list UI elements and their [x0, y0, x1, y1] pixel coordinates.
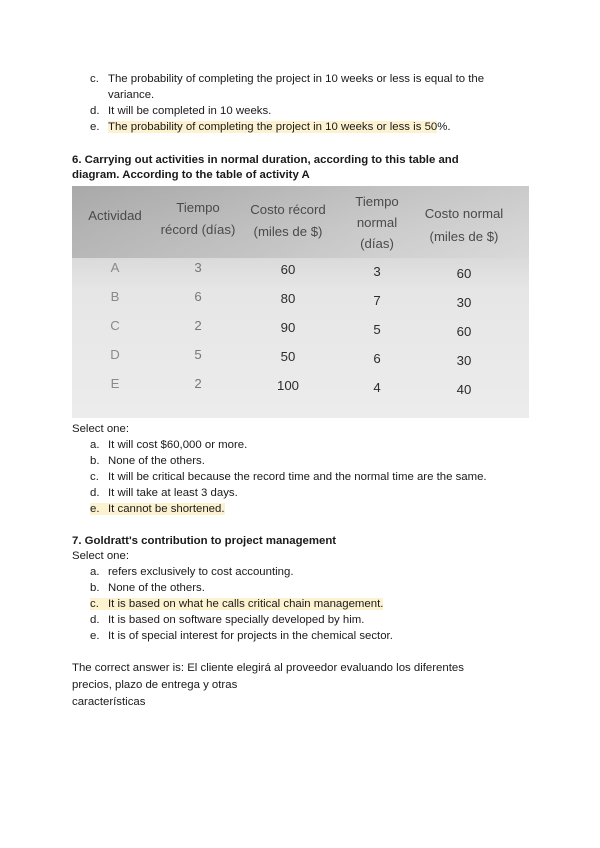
correct-answer-line2: precios, plazo de entrega y otras [72, 679, 238, 691]
q5-option-e-highlighted: The probability of completing the project in 10 weeks or less is 50 [108, 121, 438, 133]
q6-select-one: Select one: [72, 423, 129, 435]
q6-option-c: c. It will be critical because the record time and the normal time are the same. [90, 471, 487, 483]
table-cell-costo-record-c: 90 [280, 320, 296, 335]
table-cell-tiempo-record-e: 2 [194, 376, 202, 391]
q7-option-c-highlighted: c. It is based on what he calls critical chain management. [90, 598, 384, 610]
q6-option-e-highlighted: e. It cannot be shortened. [90, 503, 225, 515]
q7-select-one: Select one: [72, 550, 129, 562]
q6-option-a: a. It will cost $60,000 or more. [90, 439, 248, 451]
table-cell-tiempo-normal-e: 4 [373, 380, 381, 395]
header-costo-normal-2: (miles de $) [429, 229, 499, 244]
table-cell-tiempo-normal-b: 7 [373, 293, 381, 308]
header-actividad: Actividad [88, 208, 142, 223]
table-cell-costo-normal-a: 60 [456, 266, 472, 281]
table-cell-actividad-d: D [110, 347, 120, 362]
table-cell-costo-record-b: 80 [280, 291, 296, 306]
table-cell-costo-normal-d: 30 [456, 353, 472, 368]
q7-title: 7. Goldratt's contribution to project management [72, 535, 337, 547]
q5-option-d: d. It will be completed in 10 weeks. [90, 105, 272, 117]
header-costo-record-2: (miles de $) [253, 224, 323, 239]
q7-option-e: e. It is of special interest for projects in the chemical sector. [90, 630, 393, 642]
header-tiempo-record-1: Tiempo [176, 200, 220, 215]
table-cell-tiempo-normal-d: 6 [373, 351, 381, 366]
table-cell-tiempo-record-b: 6 [194, 289, 202, 304]
q6-option-b: b. None of the others. [90, 455, 205, 467]
table-cell-actividad-e: E [110, 376, 120, 391]
header-costo-normal-1: Costo normal [424, 206, 504, 221]
table-cell-costo-record-e: 100 [276, 378, 299, 393]
correct-answer-line1: The correct answer is: El cliente elegirá al proveedor evaluando los diferentes [72, 662, 464, 674]
table-cell-tiempo-normal-c: 5 [373, 322, 381, 337]
correct-answer-line3: características [72, 696, 146, 708]
q6-option-e [90, 501, 225, 517]
table-cell-costo-record-a: 60 [280, 262, 296, 277]
table-cell-costo-normal-b: 30 [456, 295, 472, 310]
q7-option-a: a. refers exclusively to cost accounting. [90, 566, 294, 578]
table-cell-tiempo-normal-a: 3 [373, 264, 381, 279]
header-tiempo-record-2: récord (días) [160, 222, 236, 237]
table-cell-tiempo-record-c: 2 [194, 318, 202, 333]
table-cell-actividad-c: C [110, 318, 120, 333]
table-cell-tiempo-record-d: 5 [194, 347, 202, 362]
header-tiempo-normal-2: normal [356, 215, 398, 230]
table-cell-costo-record-d: 50 [280, 349, 296, 364]
activity-table-photo [72, 186, 529, 418]
q5-option-e: e. The probability of completing the project in 10 weeks or less is 50%. [90, 121, 451, 133]
table-cell-actividad-b: B [110, 289, 120, 304]
header-tiempo-normal-1: Tiempo [355, 194, 399, 209]
table-cell-costo-normal-e: 40 [456, 382, 472, 397]
q5-option-c-line2: variance. [108, 89, 155, 101]
table-cell-costo-normal-c: 60 [456, 324, 472, 339]
q6-title-line2: diagram. According to the table of activity A [72, 169, 310, 181]
table-cell-actividad-a: A [110, 260, 120, 275]
q7-option-c [90, 596, 383, 612]
q7-option-b: b. None of the others. [90, 582, 205, 594]
q6-title-line1: 6. Carrying out activities in normal duration, according to this table and [72, 154, 459, 166]
table-cell-tiempo-record-a: 3 [194, 260, 202, 275]
header-costo-record-1: Costo récord [250, 202, 326, 217]
q5-option-c: c. The probability of completing the project in 10 weeks or less is equal to the [90, 73, 485, 85]
q6-option-d: d. It will take at least 3 days. [90, 487, 238, 499]
q7-option-d: d. It is based on software specially developed by him. [90, 614, 365, 626]
header-tiempo-normal-3: (días) [360, 236, 394, 251]
